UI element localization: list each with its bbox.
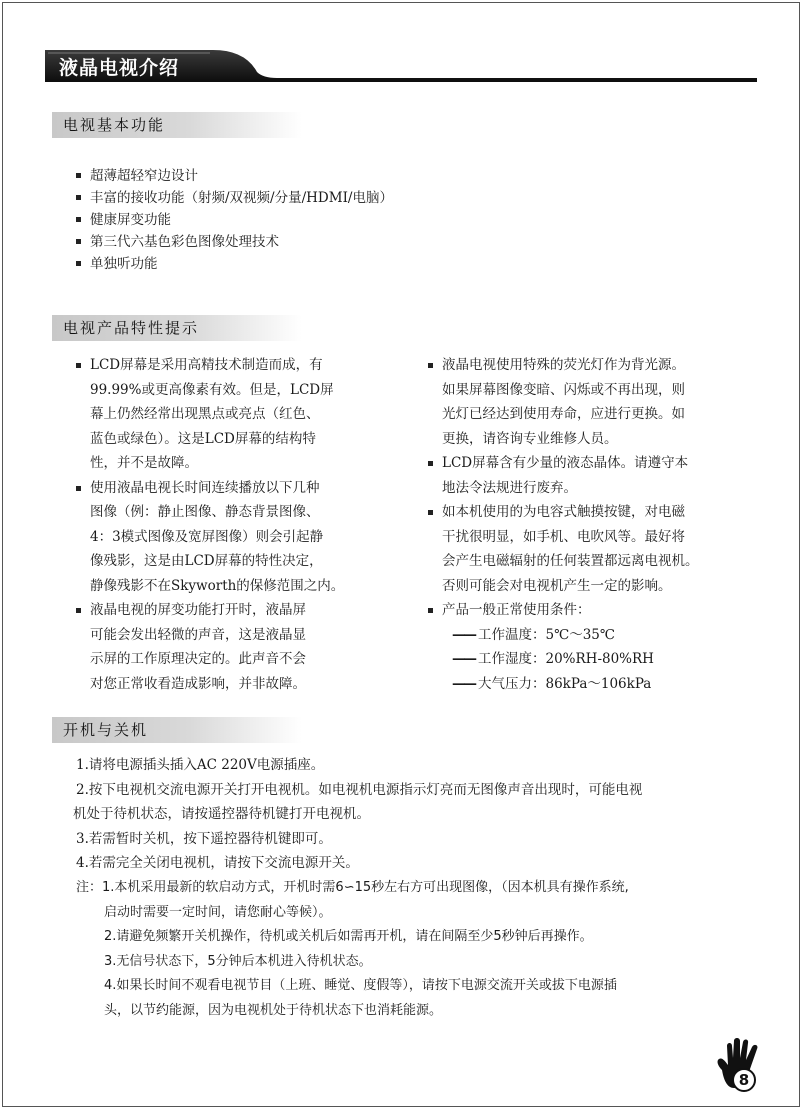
list-item [76, 598, 396, 696]
section-title-basic: 电视基本功能 [52, 112, 302, 138]
condition-line [442, 647, 758, 672]
dash-mark: —— [452, 651, 475, 667]
note-line: 3.无信号状态下，5分钟后本机进入待机状态。 [104, 953, 372, 969]
note-text: 1.本机采用最新的软启动方式，开机时需6∽15秒左右方可出现图像，（因本机具有操作系统, [102, 880, 629, 895]
list-item [428, 353, 758, 451]
section-title-features: 电视产品特性提示 [52, 315, 302, 341]
text-line: 干扰很明显，如手机、电吹风等。最好将 [442, 528, 685, 545]
conditions-title: 产品一般正常使用条件： [442, 602, 591, 618]
text-line: 图像（例：静止图像、静态背景图像、 [90, 504, 320, 520]
power-steps [73, 753, 756, 876]
step-line: 机处于待机状态，请按遥控器待机键打开电视机。 [73, 806, 370, 822]
step-line: 4.若需完全关闭电视机，请按下交流电源开关。 [76, 855, 359, 871]
note-line: 2.请避免频繁开关机操作，待机或关机后如需再开机，请在间隔至少5秒钟后再操作。 [104, 929, 593, 944]
condition-text: 工作温度：5℃～35℃ [478, 626, 615, 643]
text-line: LCD屏幕含有少量的液态晶体。请遵守本 [442, 455, 689, 471]
text-line: 蓝色或绿色）。这是LCD屏幕的结构特 [90, 430, 316, 447]
condition-line [442, 672, 758, 697]
condition-text: 大气压力：86kPa～106kPa [478, 675, 652, 692]
text-line: 地法令法规进行废弃。 [442, 479, 577, 496]
text-line: 会产生电磁辐射的任何装置都远离电视机。 [442, 553, 699, 569]
text-line: 可能会发出轻微的声音，这是液晶显 [90, 626, 306, 643]
text-line: 如本机使用的为电容式触摸按键，对电磁 [442, 504, 685, 520]
power-notes [76, 876, 766, 1023]
list-item [76, 353, 396, 476]
text-line: 液晶电视的屏变功能打开时，液晶屏 [90, 602, 306, 618]
text-line: 液晶电视使用特殊的荧光灯作为背光源。 [442, 357, 685, 373]
list-item: 丰富的接收功能（射频/双视频/分量/HDMI/电脑） [76, 187, 393, 209]
list-item: 第三代六基色彩色图像处理技术 [76, 231, 393, 253]
text-line: 使用液晶电视长时间连续播放以下几种 [90, 479, 320, 496]
features-left-column [76, 353, 396, 696]
text-line: 像残影，这是由LCD屏幕的特性决定， [90, 553, 323, 569]
page-header [45, 50, 757, 82]
list-item: 超薄超轻窄边设计 [76, 165, 393, 187]
note-line: 4.如果长时间不观看电视节目（上班、睡觉、度假等），请按下电源交流开关或拔下电源插 [104, 978, 617, 993]
header-title: 液晶电视介绍 [59, 57, 180, 79]
text-line: LCD屏幕是采用高精技术制造而成，有 [90, 357, 323, 373]
text-line: 静像残影不在Skyworth的保修范围之内。 [90, 577, 345, 594]
list-item: 单独听功能 [76, 253, 393, 275]
step-line: 2.按下电视机交流电源开关打开电视机。如电视机电源指示灯亮而无图像声音出现时，可能电视 [76, 781, 643, 798]
step-line: 1.请将电源插头插入AC 220V电源插座。 [76, 757, 325, 773]
list-item [76, 476, 396, 599]
list-item-conditions [428, 598, 758, 696]
list-item [428, 451, 758, 500]
text-line: 光灯已经达到使用寿命，应进行更换。如 [442, 406, 685, 422]
basic-features-list [76, 165, 393, 275]
section-title-power: 开机与关机 [52, 717, 302, 743]
text-line: 示屏的工作原理决定的。此声音不会 [90, 651, 306, 667]
condition-line [442, 623, 758, 648]
text-line: 如果屏幕图像变暗、闪烁或不再出现，则 [442, 381, 685, 398]
text-line: 更换，请咨询专业维修人员。 [442, 430, 618, 447]
text-line: 性，并不是故障。 [90, 455, 198, 471]
dash-mark: —— [452, 675, 475, 692]
note-line: 启动时需要一定时间，请您耐心等候）。 [104, 904, 332, 920]
notes-label: 注： [76, 880, 103, 895]
text-line: 4：3模式图像及宽屏图像）则会引起静 [90, 528, 324, 545]
step-line: 3.若需暂时关机，按下遥控器待机键即可。 [76, 830, 332, 847]
note-line: 头，以节约能源，因为电视机处于待机状态下也消耗能源。 [104, 1002, 443, 1018]
list-item [428, 500, 758, 598]
note-line [76, 876, 766, 901]
list-item: 健康屏变功能 [76, 209, 393, 231]
text-line: 99.99%或更高像素有效。但是，LCD屏 [90, 381, 334, 398]
page-number: 8 [732, 1068, 756, 1092]
features-right-column [428, 353, 758, 696]
condition-text: 工作湿度：20%RH-80%RH [478, 651, 654, 667]
dash-mark: —— [452, 626, 475, 643]
text-line: 对您正常收看造成影响，并非故障。 [90, 675, 306, 692]
text-line: 否则可能会对电视机产生一定的影响。 [442, 577, 672, 594]
text-line: 幕上仍然经常出现黑点或亮点（红色、 [90, 406, 320, 422]
